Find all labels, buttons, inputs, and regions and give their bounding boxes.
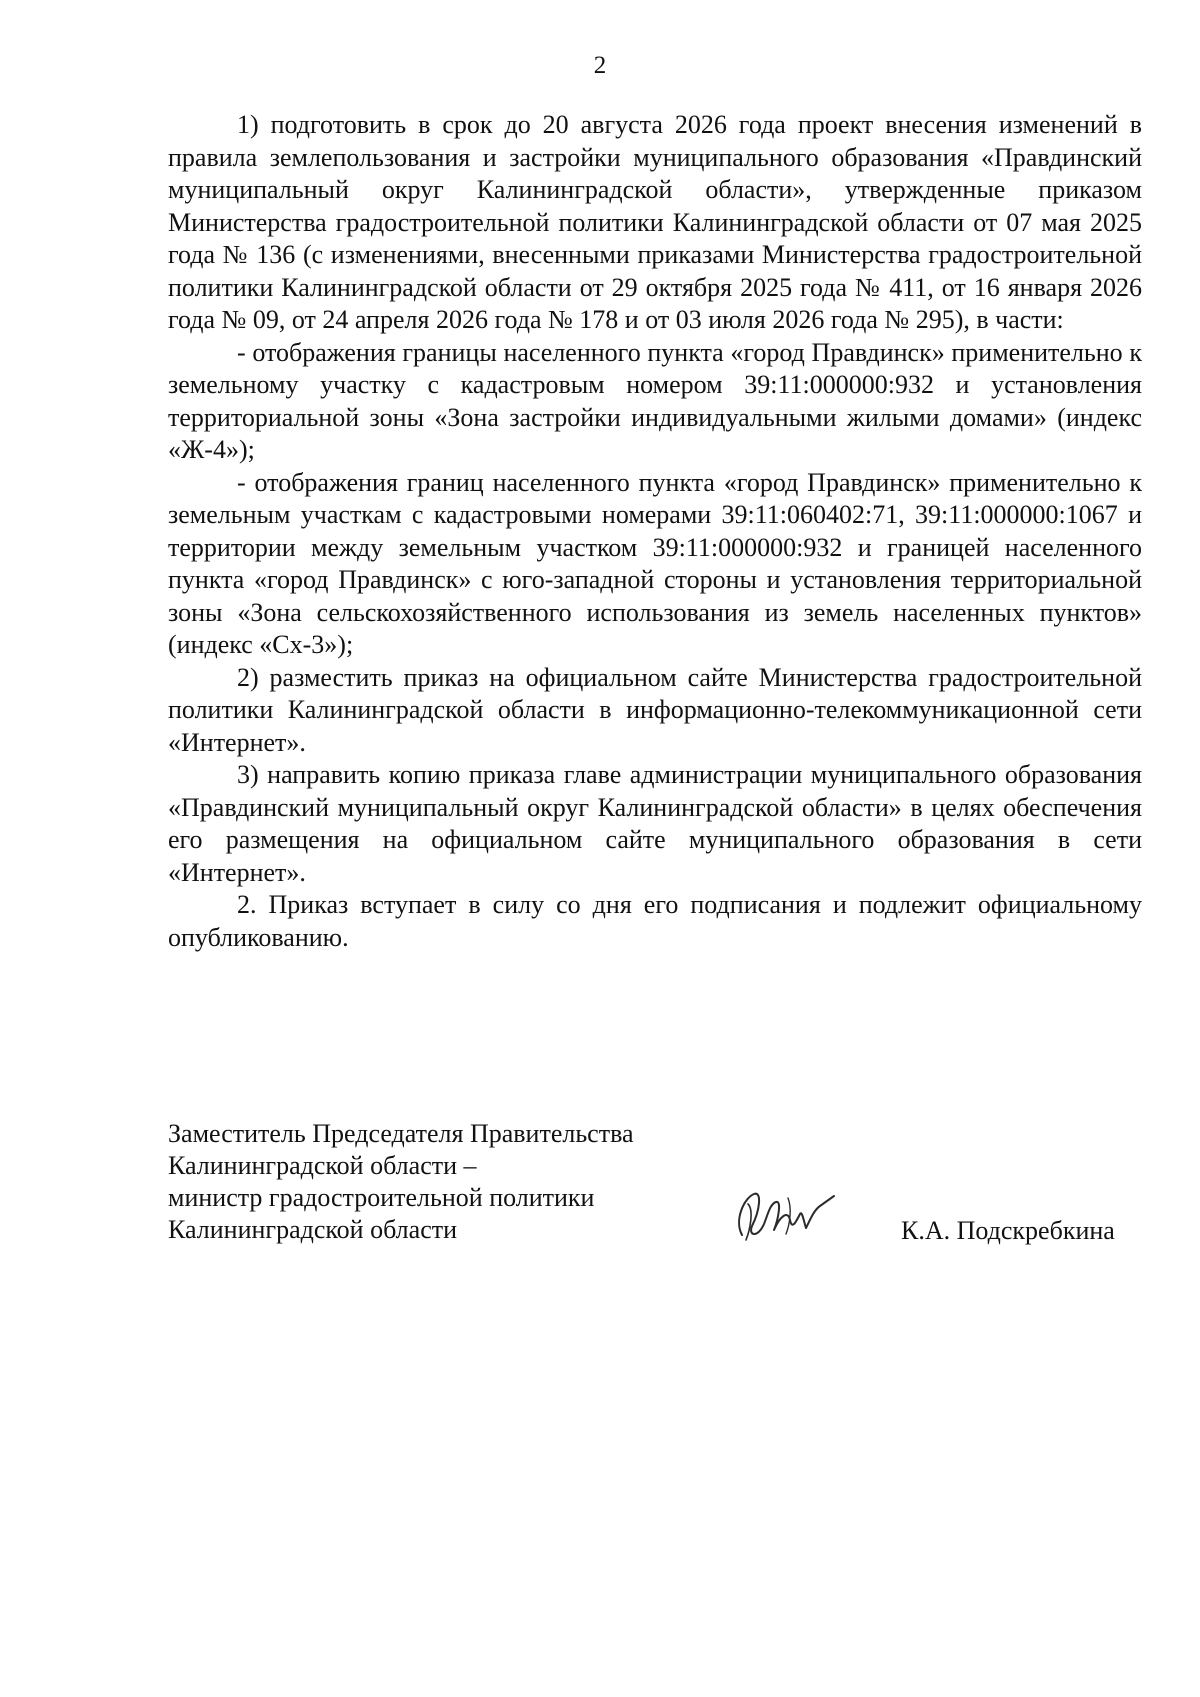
signatory-name: К.А. Подскребкина (901, 1216, 1115, 1245)
signatory-position-line: Заместитель Председателя Правительства (168, 1119, 634, 1148)
paragraph-clause-2: 2. Приказ вступает в силу со дня его подписания и подлежит официальному опубликованию. (168, 890, 1142, 952)
paragraph-item-2: 2) разместить приказ на официальном сайте Министерства градостроительной политики Калининградской области в информационно-телекоммуникационной сети «Интернет». (168, 662, 1142, 757)
signatory-position (168, 1118, 688, 1246)
signatory-position-line: Калининградской области (168, 1215, 458, 1244)
handwritten-signature (730, 1180, 840, 1250)
signatory-position-line: министр градостроительной политики (168, 1183, 595, 1212)
signatory-position-line: Калининградской области – (168, 1151, 477, 1180)
paragraph-item-1: 1) подготовить в срок до 20 августа 2026 года проект внесения изменений в правила землепользования и застройки муниципального образования «Правдинский муниципальный округ Калининградской области», утвержденные приказом Министерства градостроительной политики Калининградской области от 07 мая 2025 года № 136 (с изменениями, внесенными приказами Министерства градостроительной политики Калининградской области от 29 октября 2025 года № 411, от 16 января 2026 года № 09, от 24 апреля 2026 года № 178 и от 03 июля 2026 года № 295), в части: (168, 110, 1142, 334)
document-body (168, 109, 1142, 954)
paragraph-subitem-2: - отображения границ населенного пункта «город Правдинск» применительно к земельным участкам с кадастровыми номерами 39:11:060402:71, 39:11:000000:1067 и территории между земельным участком 39:11:000000:932 и границей населенного пункта «город Правдинск» с юго-западной стороны и установления территориальной зоны «Зона сельскохозяйственного использования из земель населенных пунктов» (индекс «Сх-3»); (168, 467, 1142, 659)
paragraph-subitem-1: - отображения границы населенного пункта «город Правдинск» применительно к земельному участку с кадастровым номером 39:11:000000:932 и установления территориальной зоны «Зона застройки индивидуальными жилыми домами» (индекс «Ж-4»); (168, 337, 1142, 464)
paragraph-item-3: 3) направить копию приказа главе администрации муниципального образования «Правдинский муниципальный округ Калининградской области» в целях обеспечения его размещения на официальном сайте муниципального образования в сети «Интернет». (168, 760, 1142, 887)
page-number: 2 (593, 52, 607, 79)
